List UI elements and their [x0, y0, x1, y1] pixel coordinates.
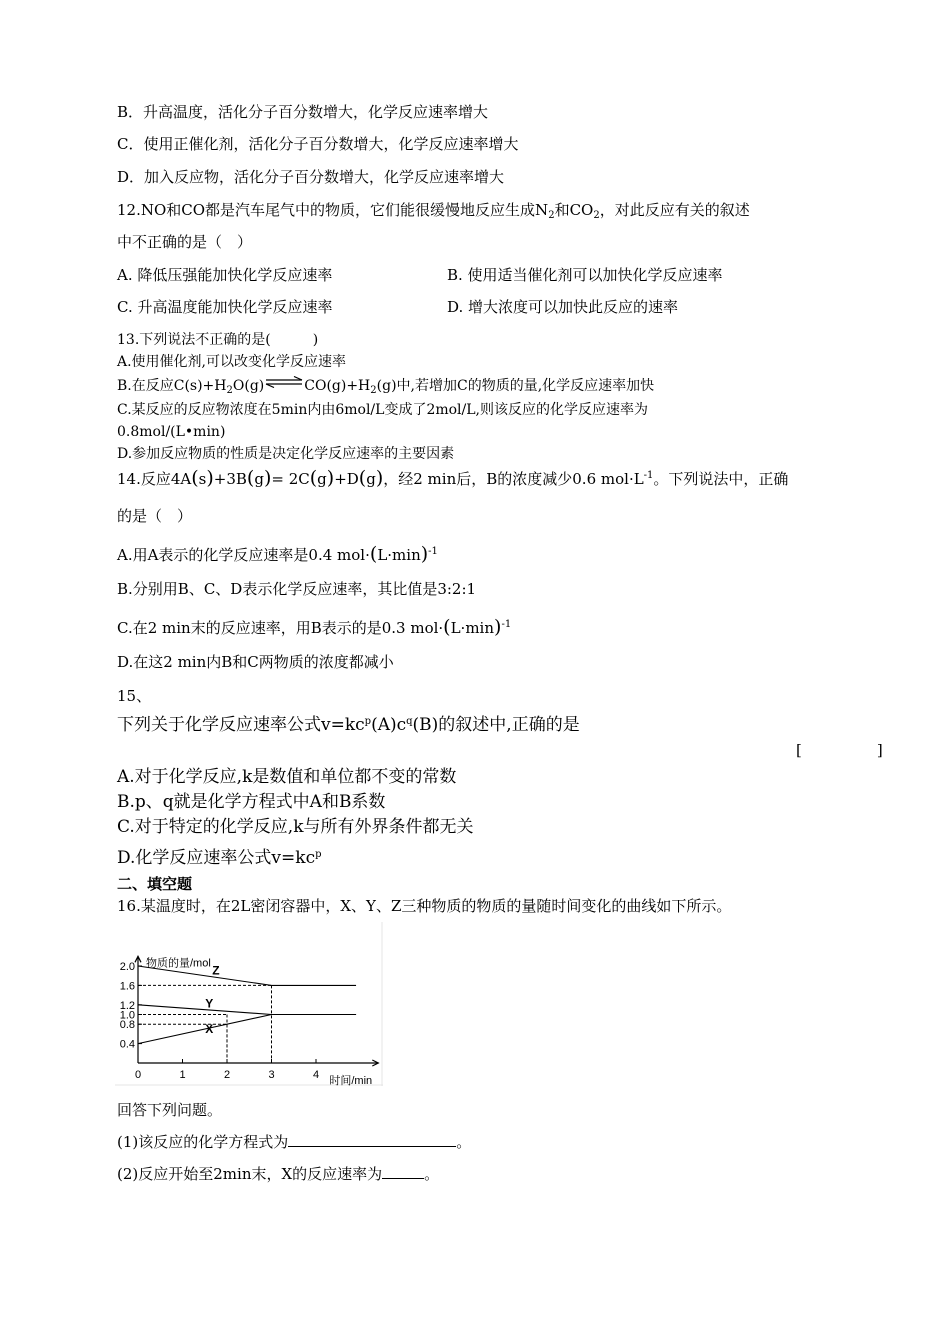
q11-option-b: B．升高温度，活化分子百分数增大，化学反应速率增大: [117, 103, 489, 121]
q16-answer-intro: 回答下列问题。: [117, 1101, 223, 1119]
q14-stem-part: = 2C: [271, 470, 310, 488]
q12-subscript: 2: [548, 210, 555, 221]
q13-option-d: D.参加反应物质的性质是决定化学反应速率的主要因素: [117, 446, 455, 462]
q15-answer-bracket: [ ]: [796, 741, 883, 759]
q15-stem-part: 下列关于化学反应速率公式v=kc: [117, 715, 365, 735]
chart-background: [115, 922, 383, 1086]
q14-superscript: -1: [643, 470, 654, 481]
amount-time-chart: [115, 922, 383, 1086]
q13-b-part: CO(g)+H: [304, 378, 371, 394]
q14-state: g: [254, 470, 264, 488]
q14-state: s: [198, 470, 207, 488]
q15-d-text: D.化学反应速率公式v=kc: [117, 848, 316, 868]
paren: ): [375, 467, 384, 489]
q14-c-unit: L·min: [450, 619, 495, 637]
paren: (: [191, 467, 199, 489]
series-label: Z: [212, 963, 220, 978]
q14-option-d: D.在这2 min内B和C两物质的浓度都减小: [117, 653, 394, 671]
q14-option-a: [117, 542, 438, 565]
q15-stem-part: (B)的叙述中,正确的是: [412, 715, 580, 735]
q14-option-b: B.分别用B、C、D表示化学反应速率，其比值是3:2:1: [117, 580, 477, 598]
q12-subscript: 2: [593, 210, 600, 221]
q13-subscript: 2: [226, 385, 233, 396]
y-tick-label: 1.2: [119, 999, 135, 1012]
q14-stem-line2: 的是（ ）: [117, 507, 193, 525]
q14-superscript: -1: [501, 619, 512, 630]
paren: ): [326, 467, 335, 489]
q15-superscript: q: [406, 716, 413, 727]
paren: (: [443, 616, 451, 638]
q14-stem-part: ，经2 min后，B的浓度减少0.6 mol·L: [383, 470, 644, 488]
q13-b-part: B.在反应C(s)+H: [117, 378, 227, 394]
q13-subscript: 2: [370, 385, 377, 396]
paren: (: [246, 467, 255, 489]
q14-superscript: -1: [428, 546, 438, 557]
q15-stem-part: (A)c: [371, 715, 407, 735]
q16-q2-end: 。: [424, 1165, 440, 1183]
section-title: 二、填空题: [117, 875, 193, 893]
q13-option-b: [117, 376, 654, 401]
q13-b-part: (g)中,若增加C的物质的量,化学反应速率加快: [376, 378, 655, 394]
x-tick-label: 2: [223, 1069, 231, 1081]
y-tick-label: 1.6: [119, 980, 135, 993]
q16-question-1: [117, 1132, 471, 1152]
paren: ): [263, 467, 272, 489]
x-tick-label: 1: [179, 1069, 186, 1081]
y-tick-label: 0.4: [119, 1038, 135, 1051]
q16-q2-text: (2)反应开始至2min末，X的反应速率为: [117, 1165, 383, 1183]
q12-option-a: A. 降低压强能加快化学反应速率: [117, 266, 333, 284]
q13-option-c-line1: C.某反应的反应物浓度在5min内由6mol/L变成了2mol/L,则该反应的化学反应速率为: [117, 402, 648, 418]
answer-blank[interactable]: [382, 1164, 424, 1179]
q15-superscript: p: [364, 716, 372, 727]
x-tick-label: 4: [312, 1069, 320, 1081]
paren: ): [494, 616, 502, 638]
paren: ): [206, 467, 214, 489]
q14-stem-part: 。下列说法中，正确: [653, 470, 789, 488]
q15-option-c: C.对于特定的化学反应,k与所有外界条件都无关: [117, 817, 474, 837]
q16-stem: 16.某温度时，在2L密闭容器中，X、Y、Z三种物质的物质的量随时间变化的曲线如下所示。: [117, 897, 732, 915]
y-axis-label: 物质的量/mol: [146, 957, 211, 970]
q13-option-a: A.使用催化剂,可以改变化学反应速率: [117, 354, 347, 370]
q15-number: 15、: [117, 687, 152, 705]
q12-option-d: D. 增大浓度可以加快此反应的速率: [447, 298, 679, 316]
q14-a-unit: L·min: [377, 546, 421, 564]
answer-blank[interactable]: [288, 1132, 456, 1147]
q14-stem-part: +3B: [213, 470, 247, 488]
q12-stem: [117, 200, 750, 226]
q14-state: g: [317, 470, 327, 488]
q15-superscript: p: [315, 849, 322, 860]
q14-c-text: C.在2 min末的反应速率，用B表示的是0.3 mol·: [117, 619, 444, 637]
q13-b-part: O(g): [232, 378, 265, 394]
series-label: X: [205, 1021, 214, 1036]
series-label: Y: [205, 996, 214, 1011]
q12-stem-part: 和CO: [554, 201, 594, 219]
q15-option-b: B.p、q就是化学方程式中A和B系数: [117, 792, 386, 812]
paren: (: [309, 467, 318, 489]
equilibrium-arrow-icon: [264, 376, 304, 388]
q16-q1-end: 。: [456, 1133, 472, 1151]
q16-q1-text: (1)该反应的化学方程式为: [117, 1133, 289, 1151]
y-tick-label: 1.0: [119, 1009, 135, 1022]
q14-option-c: [117, 615, 511, 638]
q12-option-c: C. 升高温度能加快化学反应速率: [117, 298, 333, 316]
q14-stem-part: +D: [334, 470, 359, 488]
q14-stem: [117, 466, 788, 489]
q15-option-d: [117, 845, 322, 868]
q12-option-b: B. 使用适当催化剂可以加快化学反应速率: [447, 266, 723, 284]
q13-stem: 13.下列说法不正确的是( ): [117, 332, 319, 348]
q14-stem-part: 14.反应4A: [117, 470, 192, 488]
paren: ): [420, 543, 429, 565]
q14-state: g: [366, 470, 376, 488]
q11-option-d: D．加入反应物，活化分子百分数增大，化学反应速率增大: [117, 168, 505, 186]
y-tick-label: 0.8: [119, 1019, 135, 1032]
q14-a-text: A.用A表示的化学反应速率是0.4 mol·: [117, 546, 370, 564]
paren: (: [358, 467, 367, 489]
q16-question-2: [117, 1164, 439, 1184]
q12-stem-part: 12.NO和CO都是汽车尾气中的物质，它们能很缓慢地反应生成N: [117, 201, 549, 219]
x-axis-label: 时间/min: [329, 1075, 373, 1086]
q12-stem-part: ，对此反应有关的叙述: [599, 201, 750, 219]
q15-stem: [117, 712, 580, 735]
x-tick-label: 3: [268, 1069, 275, 1081]
q12-stem-line2: 中不正确的是（ ）: [117, 233, 253, 251]
paren: (: [369, 543, 378, 565]
y-tick-label: 2.0: [119, 961, 135, 973]
q15-option-a: A.对于化学反应,k是数值和单位都不变的常数: [117, 767, 457, 787]
q13-option-c-line2: 0.8mol/(L•min): [117, 424, 226, 440]
q11-option-c: C．使用正催化剂，活化分子百分数增大，化学反应速率增大: [117, 135, 519, 153]
x-tick-label: 0: [134, 1069, 142, 1081]
